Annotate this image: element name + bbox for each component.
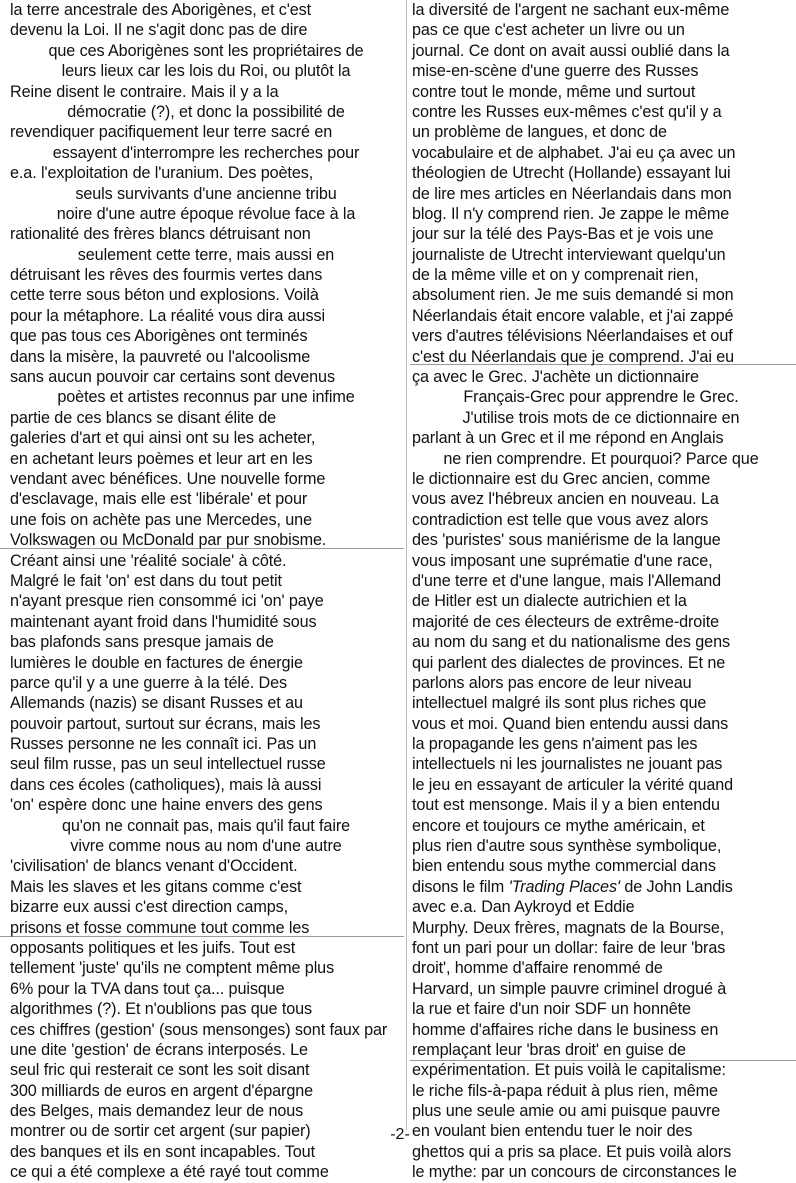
text-line: partie de ces blancs se disant élite de (10, 408, 277, 427)
text-line: vendant avec bénéfices. Une nouvelle forme (10, 469, 326, 488)
text-line: galeries d'art et qui ainsi ont su les acheter, (10, 429, 316, 448)
film-title: 'Trading Places' (508, 877, 620, 896)
text-line: dans ces écoles (catholiques), mais là aussi (10, 775, 322, 794)
text-line: seuls survivants d'une ancienne tribu (75, 184, 337, 203)
right-column (412, 0, 790, 1183)
text-line: la rue et faire d'un noir SDF un honnête (412, 1000, 691, 1019)
text-line: droit', homme d'affaire renommé de (412, 959, 663, 978)
text-line: absolument rien. Je me suis demandé si mon (412, 286, 734, 305)
text-line: en voulant bien entendu tuer le noir des (412, 1122, 693, 1141)
text-line: seul fric qui resterait ce sont les soit disant (10, 1061, 310, 1080)
text-line: c'est du Néerlandais que je comprend. J'ai eu (412, 347, 735, 366)
text-line: font un pari pour un dollar: faire de leur 'bras (412, 938, 726, 957)
text-line: plus une seule amie ou ami puisque pauvre (412, 1102, 721, 1121)
text-line: au nom du sang et du nationalisme des gens (412, 633, 730, 652)
text-line: pour la métaphore. La réalité vous dira aussi (10, 306, 325, 325)
text-line: 6% pour la TVA dans tout ça... puisque (10, 979, 285, 998)
text-line: bizarre eux aussi c'est direction camps, (10, 898, 288, 917)
text-line: la diversité de l'argent ne sachant eux-même (412, 1, 730, 19)
text-line: vous avez l'hébreux ancien en nouveau. La (412, 490, 719, 509)
text-line: le mythe: par un concours de circonstances le (412, 1163, 737, 1182)
text-line: Créant ainsi une 'réalité sociale' à côté. (10, 551, 287, 570)
text-line: intellectuels ni les journalistes ne jouant pas (412, 755, 723, 774)
text-line: contre les Russes eux-mêmes c'est qu'il y a (412, 102, 722, 121)
text-line: Allemands (nazis) se disant Russes et au (10, 694, 303, 713)
text-line: la propagande les gens n'aiment pas les (412, 735, 698, 754)
text-line: J'utilise trois mots de ce dictionnaire en (462, 408, 740, 427)
text-line: bien entendu sous mythe commercial dans (412, 857, 716, 876)
text-line: Français-Grec pour apprendre le Grec. (463, 388, 739, 407)
text-fragment: disons le film (412, 877, 505, 896)
text-line: jour sur la télé des Pays-Bas et je vois une (412, 225, 714, 244)
text-line: de Hitler est un dialecte autrichien et la (412, 592, 687, 611)
text-line: maintenant ayant froid dans l'humidité sous (10, 612, 317, 631)
text-line: ça avec le Grec. J'achète un dictionnaire (412, 368, 699, 387)
text-line: des 'puristes' sous maniérisme de la langue (412, 531, 721, 550)
text-line: poètes et artistes reconnus par une infime (57, 388, 355, 407)
text-line: avec e.a. Dan Aykroyd et Eddie (412, 898, 635, 917)
text-line: Volkswagen ou McDonald par pur snobisme. (10, 531, 327, 550)
text-line: homme d'affaires riche dans le business en (412, 1020, 719, 1039)
text-line: qui parlent des dialectes de provinces. Et ne (412, 653, 726, 672)
text-line: parlant à un Grec et il me répond en Anglais (412, 429, 724, 448)
text-line: sans aucun pouvoir car certains sont devenus (10, 368, 335, 387)
text-line: Russes personne ne les connaît ici. Pas un (10, 735, 317, 754)
text-line: une fois on achète pas une Mercedes, une (10, 510, 312, 529)
text-line: des Belges, mais demandez leur de nous (10, 1102, 304, 1121)
text-line: contradiction est telle que vous avez alors (412, 510, 709, 529)
text-line: vous et moi. Quand bien entendu aussi dans (412, 714, 729, 733)
text-line: que ces Aborigènes sont les propriétaires de (48, 41, 364, 60)
text-line: e.a. l'exploitation de l'uranium. Des poètes, (10, 164, 314, 183)
text-line: lumières le double en factures de énergie (10, 653, 303, 672)
text-line: que pas tous ces Aborigènes ont terminés (10, 327, 308, 346)
text-line: la terre ancestrale des Aborigènes, et c'est (10, 1, 312, 19)
text-line: rationalité des frères blancs détruisant non (10, 225, 311, 244)
text-line: pas ce que c'est acheter un livre ou un (412, 21, 685, 40)
text-line: parce qu'il y a une guerre à la télé. Des (10, 673, 288, 692)
text-line: Néerlandais était encore valable, et j'ai zappé (412, 306, 734, 325)
text-line: ce qui a été complexe a été rayé tout comme (10, 1163, 329, 1182)
text-line: 300 milliards de euros en argent d'épargne (10, 1081, 314, 1100)
text-line: dans la misère, la pauvreté ou l'alcoolisme (10, 347, 311, 366)
text-line: Harvard, un simple pauvre criminel drogué à (412, 979, 727, 998)
text-line: en achetant leurs poèmes et leur art en les (10, 449, 313, 468)
text-line: majorité de ces électeurs de extrême-droite (412, 612, 720, 631)
text-line: plus rien d'autre sous synthèse symbolique, (412, 837, 722, 856)
text-line: mise-en-scène d'une guerre des Russes (412, 62, 699, 81)
text-line: revendiquer pacifiquement leur terre sacré en (10, 123, 333, 142)
column-divider (406, 0, 407, 1130)
text-line: qu'on ne connait pas, mais qu'il faut faire (61, 816, 351, 835)
text-line: vous imposant une suprématie d'une race, (412, 551, 713, 570)
text-line: 'on' espère donc une haine envers des gens (10, 796, 323, 815)
text-line: vocabulaire et de alphabet. J'ai eu ça avec un (412, 143, 736, 162)
text-line: bas plafonds sans presque jamais de (10, 633, 274, 652)
text-line: contre tout le monde, même und surtout (412, 82, 696, 101)
text-line: de la même ville et on y comprenait rien, (412, 266, 699, 285)
text-line: Malgré le fait 'on' est dans du tout petit (10, 571, 282, 590)
text-line: un problème de langues, et donc de (412, 123, 667, 142)
text-line: d'une terre et d'une langue, mais l'Allemand (412, 571, 722, 590)
text-line: essayent d'interrompre les recherches pour (52, 143, 360, 162)
text-line: blog. Il n'y comprend rien. Je zappe le même (412, 204, 730, 223)
text-line: tout est mensonge. Mais il y a bien entendu (412, 796, 720, 815)
text-line: vivre comme nous au nom d'une autre (70, 837, 342, 856)
text-line: ne rien comprendre. Et pourquoi? Parce que (443, 449, 759, 468)
text-line: prisons et fosse commune tout comme les (10, 918, 310, 937)
text-line: démocratie (?), et donc la possibilité de (67, 102, 345, 121)
page-number: -2- (390, 1126, 410, 1143)
text-line: algorithmes (?). Et n'oublions pas que tous (10, 1000, 313, 1019)
text-line: 'civilisation' de blancs venant d'Occident. (10, 857, 298, 876)
text-fragment: de John Landis (619, 877, 733, 896)
text-line: tellement 'juste' qu'ils ne comptent même plus (10, 959, 335, 978)
text-line: une dite 'gestion' de écrans interposés. Le (10, 1040, 308, 1059)
text-line: de lire mes articles en Néerlandais dans mon (412, 184, 732, 203)
text-line: journaliste de Utrecht interviewant quelqu'un (412, 245, 726, 264)
text-line: détruisant les rêves des fourmis vertes dans (10, 266, 323, 285)
text-line: le jeu en essayant de articuler la vérité quand (412, 775, 734, 794)
text-line-film-reference (412, 877, 790, 897)
left-column (10, 0, 402, 1183)
text-line: théologien de Utrecht (Hollande) essayant lui (412, 164, 731, 183)
text-line: remplaçant leur 'bras droit' en guise de (412, 1040, 686, 1059)
text-line: encore et toujours ce mythe américain, et (412, 816, 705, 835)
text-line: seul film russe, pas un seul intellectuel russe (10, 755, 326, 774)
text-line: vers d'autres télévisions Néerlandaises et ouf (412, 327, 733, 346)
text-line: expérimentation. Et puis voilà le capitalisme: (412, 1061, 726, 1080)
text-line: cette terre sous béton und explosions. Voilà (10, 286, 319, 305)
text-line: ces chiffres (gestion' (sous mensonges) sont faux par (10, 1020, 388, 1039)
text-line: leurs lieux car les lois du Roi, ou plutôt la (61, 62, 351, 81)
text-line: Murphy. Deux frères, magnats de la Bourse, (412, 918, 725, 937)
text-line: des banques et ils en sont incapables. Tout (10, 1142, 315, 1161)
text-line: seulement cette terre, mais aussi en (77, 245, 335, 264)
text-line: Reine disent le contraire. Mais il y a la (10, 82, 279, 101)
text-line: ghettos qui a pris sa place. Et puis voilà alors (412, 1142, 732, 1161)
text-line: montrer ou de sortir cet argent (sur papier) (10, 1122, 311, 1141)
text-line: n'ayant presque rien consommé ici 'on' paye (10, 592, 324, 611)
text-line: intellectuel malgré ils sont plus riches que (412, 694, 707, 713)
text-line: Mais les slaves et les gitans comme c'est (10, 877, 302, 896)
text-line: d'esclavage, mais elle est 'libérale' et pour (10, 490, 308, 509)
text-line: noire d'une autre époque révolue face à la (56, 204, 356, 223)
text-line: devenu la Loi. Il ne s'agit donc pas de dire (10, 21, 308, 40)
text-line: le dictionnaire est du Grec ancien, comme (412, 469, 711, 488)
text-line: journal. Ce dont on avait aussi oublié dans la (412, 41, 730, 60)
text-line: parlons alors pas encore de leur niveau (412, 673, 692, 692)
text-line: le riche fils-à-papa réduit à plus rien, même (412, 1081, 718, 1100)
text-line: pouvoir partout, surtout sur écrans, mais les (10, 714, 321, 733)
text-line: opposants politiques et les juifs. Tout est (10, 938, 296, 957)
